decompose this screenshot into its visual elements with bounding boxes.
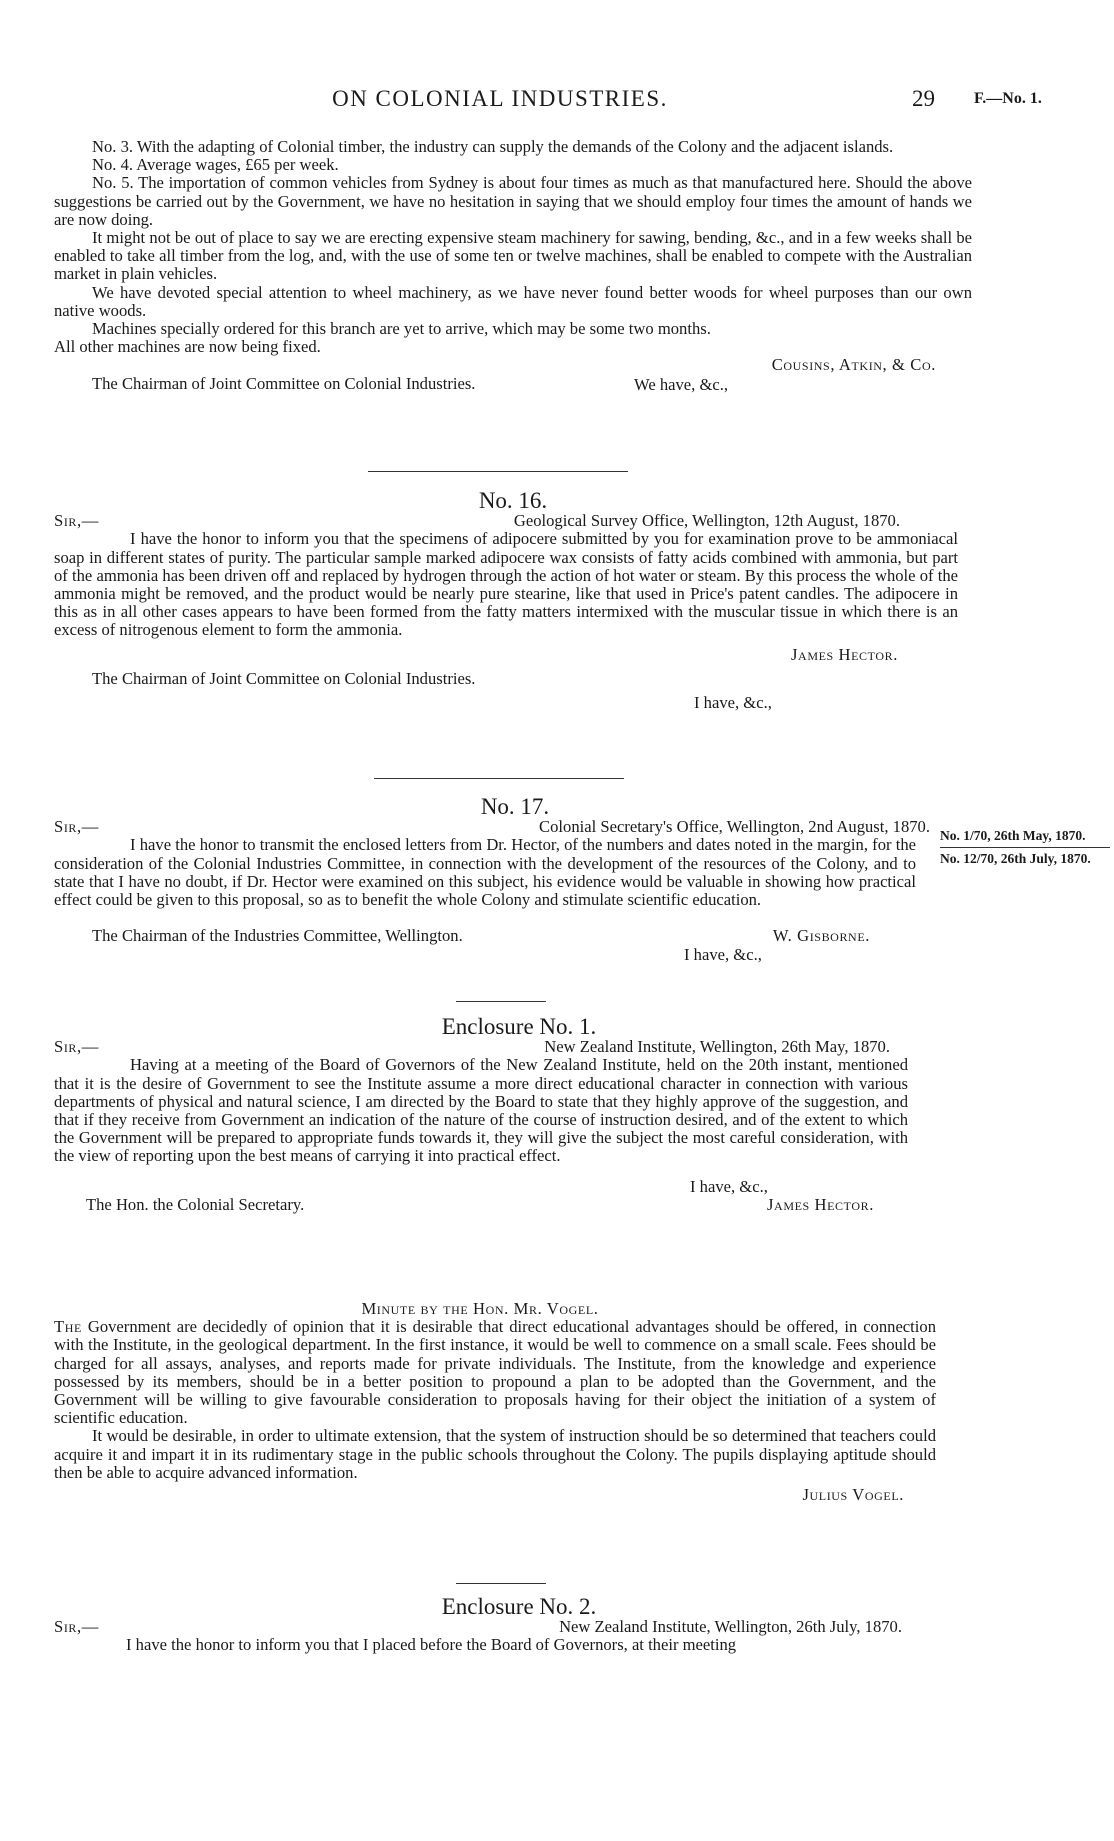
letter-heading: No. 17.	[480, 794, 550, 819]
divider	[374, 778, 624, 779]
divider	[456, 1583, 546, 1584]
signature: James Hector.	[767, 1194, 874, 1214]
margin-note	[940, 828, 1110, 866]
paragraph: No. 4. Average wages, £65 per week.	[92, 155, 339, 175]
letter-heading: No. 16.	[478, 488, 548, 513]
salutation: Sir,—	[54, 1617, 99, 1637]
page-number: 29	[912, 86, 935, 111]
signature: Julius Vogel.	[802, 1485, 904, 1505]
paragraph: Machines specially ordered for this branch are yet to arrive, which may be some two months. All other machines are now being fixed.	[54, 319, 711, 357]
dateline: Colonial Secretary's Office, Wellington, 2nd August, 1870.	[539, 817, 930, 837]
minute-paragraph-text: Government are decidedly of opinion that it is desirable that direct educational advantages should be offered, in connection with the Institute, in the geological department. In the first instance, it would be well to commence on a small scale. Fees should be charged for all assays, analyses, and reports made for private individuals. The Institute, from the knowledge and experience possessed by its members, should be in a better position to propound a plan to be adopted than the Government, and the Government will be willing to give favourable consideration to proposals having for their object the initiation of a system of scientific education.	[54, 1317, 936, 1428]
salutation: Sir,—	[54, 511, 99, 531]
signature: James Hector.	[791, 644, 898, 664]
enclosure-1	[54, 1014, 984, 1214]
paper-reference: F.—No. 1.	[974, 90, 1042, 107]
minute-paragraph: It would be desirable, in order to ultimate extension, that the system of instruction should be so determined that teachers could acquire it and impart it in its rudimentary stage in the public schools throughout the Colony. The pupils displaying aptitude should then be able to acquire advanced information.	[54, 1426, 936, 1482]
minute-heading: Minute by the Hon. Mr. Vogel.	[361, 1299, 599, 1318]
letter-body: I have the honor to inform you that I placed before the Board of Governors, at their meeting	[126, 1635, 737, 1655]
closing: I have, &c.,	[684, 945, 762, 964]
signature: Cousins, Atkin, & Co.	[771, 355, 936, 375]
salutation: Sir,—	[54, 817, 99, 837]
minute-paragraph	[54, 1318, 936, 1427]
paragraph: We have devoted special attention to wheel machinery, as we have never found better woods for wheel purposes than our own native woods.	[54, 282, 972, 320]
margin-reference: No. 12/70, 26th July, 1870.	[940, 847, 1110, 866]
addressee: The Chairman of the Industries Committee, Wellington.	[92, 926, 463, 946]
signature: W. Gisborne.	[772, 926, 870, 946]
paragraph: No. 5. The importation of common vehicles from Sydney is about four times as much as that manufactured here. Should the above suggestions be carried out by the Government, we have no hesitation in saying that we should employ four times the amount of hands we are now doing.	[54, 173, 972, 229]
dateline: New Zealand Institute, Wellington, 26th July, 1870.	[559, 1617, 902, 1637]
salutation: Sir,—	[54, 1037, 99, 1057]
dateline: New Zealand Institute, Wellington, 26th May, 1870.	[544, 1037, 890, 1057]
paragraph: It might not be out of place to say we are erecting expensive steam machinery for sawing, bending, &c., and in a few weeks shall be enabled to take all timber from the log, and, with the use of some ten or twelve machines, shall be enabled to compete with the Australian market in plain vehicles.	[54, 228, 972, 284]
addressee: The Chairman of Joint Committee on Colonial Industries.	[92, 373, 476, 393]
letter-continuation	[54, 138, 972, 393]
letter-body: I have the honor to transmit the enclosed letters from Dr. Hector, of the numbers and dates noted in the margin, for the consideration of the Colonial Industries Committee, in connection with the development of the resources of the Colony, and to state that I have no doubt, if Dr. Hector were examined on this subject, his evidence would be valuable in showing how practical effect could be given to this proposal, so as to benefit the whole Colony and stimulate scientific education.	[54, 835, 916, 910]
divider	[368, 471, 628, 472]
running-head: ON COLONIAL INDUSTRIES.	[332, 86, 668, 111]
closing: I have, &c.,	[690, 1176, 768, 1196]
letter-no-17	[54, 794, 976, 964]
closing: We have, &c.,	[634, 375, 729, 394]
letter-no-16	[54, 488, 972, 712]
addressee: The Chairman of Joint Committee on Colonial Industries.	[92, 668, 476, 688]
addressee: The Hon. the Colonial Secretary.	[86, 1194, 305, 1214]
enclosure-heading: Enclosure No. 1.	[441, 1014, 597, 1039]
minute	[54, 1300, 936, 1504]
margin-reference: No. 1/70, 26th May, 1870.	[940, 828, 1086, 843]
enclosure-2	[54, 1594, 984, 1655]
letter-body: Having at a meeting of the Board of Governors of the New Zealand Institute, held on the 20th instant, mentioned that it is the desire of Government to see the Institute assume a more direct educational character in connection with various departments of physical and natural science, I am directed by the Board to state that they highly approve of the suggestion, and that if they receive from Government an indication of the nature of the course of instruction desired, and of the extent to which the Government will be prepared to appropriate funds towards it, they will give the subject the most careful consideration, with the view of reporting upon the best means of carrying it into practical effect.	[54, 1055, 908, 1166]
lead-word: The	[54, 1317, 82, 1337]
divider	[456, 1001, 546, 1002]
letter-body: I have the honor to inform you that the specimens of adipocere submitted by you for examination prove to be ammoniacal soap in different states of purity. The particular sample marked adipocere wax consists of fatty acids combined with ammonia, but part of the ammonia has been driven off and replaced by hydrogen through the action of hot water or steam. By this process the whole of the ammonia might be removed, and the product would be nearly pure stearine, like that used in Price's patent candles. The adipocere in this as in all other cases appears to have been formed from the fatty matters intermixed with the muscular tissue in which there is an excess of nitrogenous element to form the ammonia.	[54, 529, 958, 640]
closing: I have, &c.,	[694, 693, 772, 712]
enclosure-heading: Enclosure No. 2.	[441, 1594, 597, 1619]
paragraph: No. 3. With the adapting of Colonial timber, the industry can supply the demands of the Colony and the adjacent islands.	[92, 137, 894, 156]
dateline: Geological Survey Office, Wellington, 12th August, 1870.	[513, 511, 900, 531]
